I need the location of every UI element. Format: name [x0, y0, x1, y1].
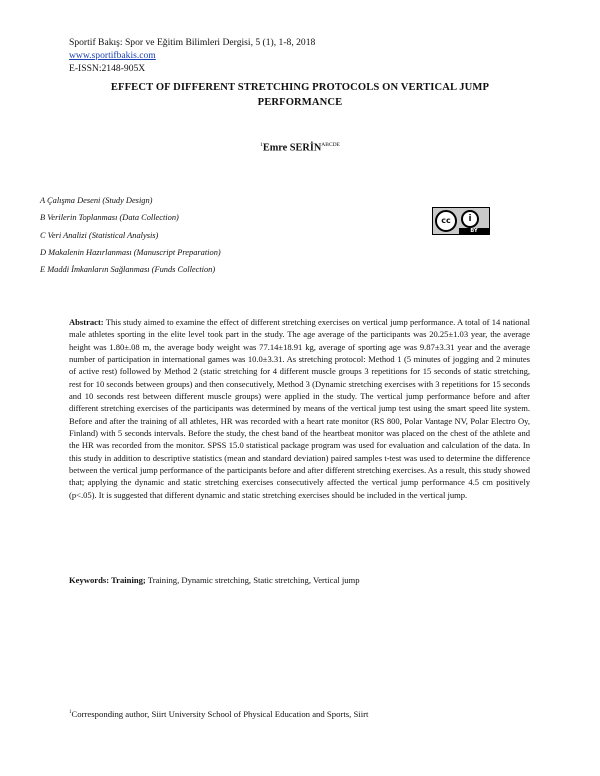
license-by-label: BY: [459, 228, 489, 234]
footnote-mark: 1: [69, 710, 72, 715]
attribution-person-icon: i: [461, 210, 479, 228]
author-affiliation-mark: 1: [260, 142, 263, 148]
author-roles: ABCDE: [321, 142, 340, 148]
cc-by-license-badge[interactable]: [432, 207, 490, 235]
contribution-item: D Makalenin Hazırlanması (Manuscript Preparation): [40, 247, 221, 257]
author-name: Emre SERİN: [262, 142, 322, 154]
abstract-label: Abstract:: [69, 317, 104, 327]
journal-header: [69, 36, 315, 75]
paper-title: EFFECT OF DIFFERENT STRETCHING PROTOCOLS ON VERTICAL JUMP PERFORMANCE: [110, 82, 490, 108]
contribution-item: C Veri Analizi (Statistical Analysis): [40, 230, 159, 240]
keywords-text: Training, Dynamic stretching, Static stretching, Vertical jump: [145, 575, 360, 585]
contribution-item: E Maddi İmkanların Sağlanması (Funds Collection): [40, 265, 216, 275]
creative-commons-icon: cc: [435, 210, 457, 232]
journal-website-link[interactable]: www.sportifbakis.com: [69, 50, 156, 61]
contribution-item: A Çalışma Deseni (Study Design): [40, 196, 153, 205]
abstract: [69, 316, 530, 501]
author-line: [0, 142, 600, 153]
journal-issn: E-ISSN:2148-905X: [69, 63, 146, 74]
contribution-list: [40, 192, 360, 278]
footnote-text: Corresponding author, Siirt University School of Physical Education and Sports, Siirt: [71, 708, 369, 719]
contribution-item: B Verilerin Toplanması (Data Collection): [40, 213, 179, 223]
footnote: [69, 707, 530, 720]
keywords: [69, 574, 530, 586]
keywords-label: Keywords: Training;: [69, 575, 146, 585]
abstract-text: This study aimed to examine the effect of different stretching exercises on vertical jump performance. A total of 14 national male athletes sporting in the elite level took part in the study. The age average of the participants was 20.25±1.03 year, the average height was 1.80±.08 m, the average body weight was 77.14±18.91 kg, average of sporting age was 9.87±3.31 year and the average number of participation in international games was 10.0±3.31. As stretching protocol: Method 1 (5 minutes of jogging and 2 minutes of active rest) followed by Method 2 (static stretching for 4 different muscle groups 3 repetitions for 15 seconds of static stretching, rest for 10 seconds between groups) and then consecutively, Method 3 (Dynamic stretching exercises with 3 repetitions for 15 seconds and 10 seconds rest between different muscle groups) were applied in the study. The vertical jump performance before and after different stretching exercises of the participants was determined by means of the vertical jump test using the smart speed lite system. Before and after the training of all athletes, HR was recorded with a heart rate monitor (RS 800, Polar Vantage NV, Polar Electro Oy, Finland) with 5 seconds intervals. Before the study, the chest band of the heartbeat monitor was placed on the chest of the athlete and the HR was recorded from the monitor. SPSS 15.0 statistical package program was used for evaluation and calculation of the data. In this study in addition to descriptive statistics (mean and standard deviation) paired samples t-test was used to determine the difference between the vertical jump performance of the participants before and after different stretching exercises. As a result, this study showed that; applying the dynamic and static stretching exercises consecutively affected the vertical jump performance 4.5 cm positively (p<.05). It is suggested that different dynamic and static stretching exercises should be included in the vertical jump.: [69, 317, 530, 500]
journal-citation: Sportif Bakış: Spor ve Eğitim Bilimleri Dergisi, 5 (1), 1-8, 2018: [69, 37, 316, 48]
